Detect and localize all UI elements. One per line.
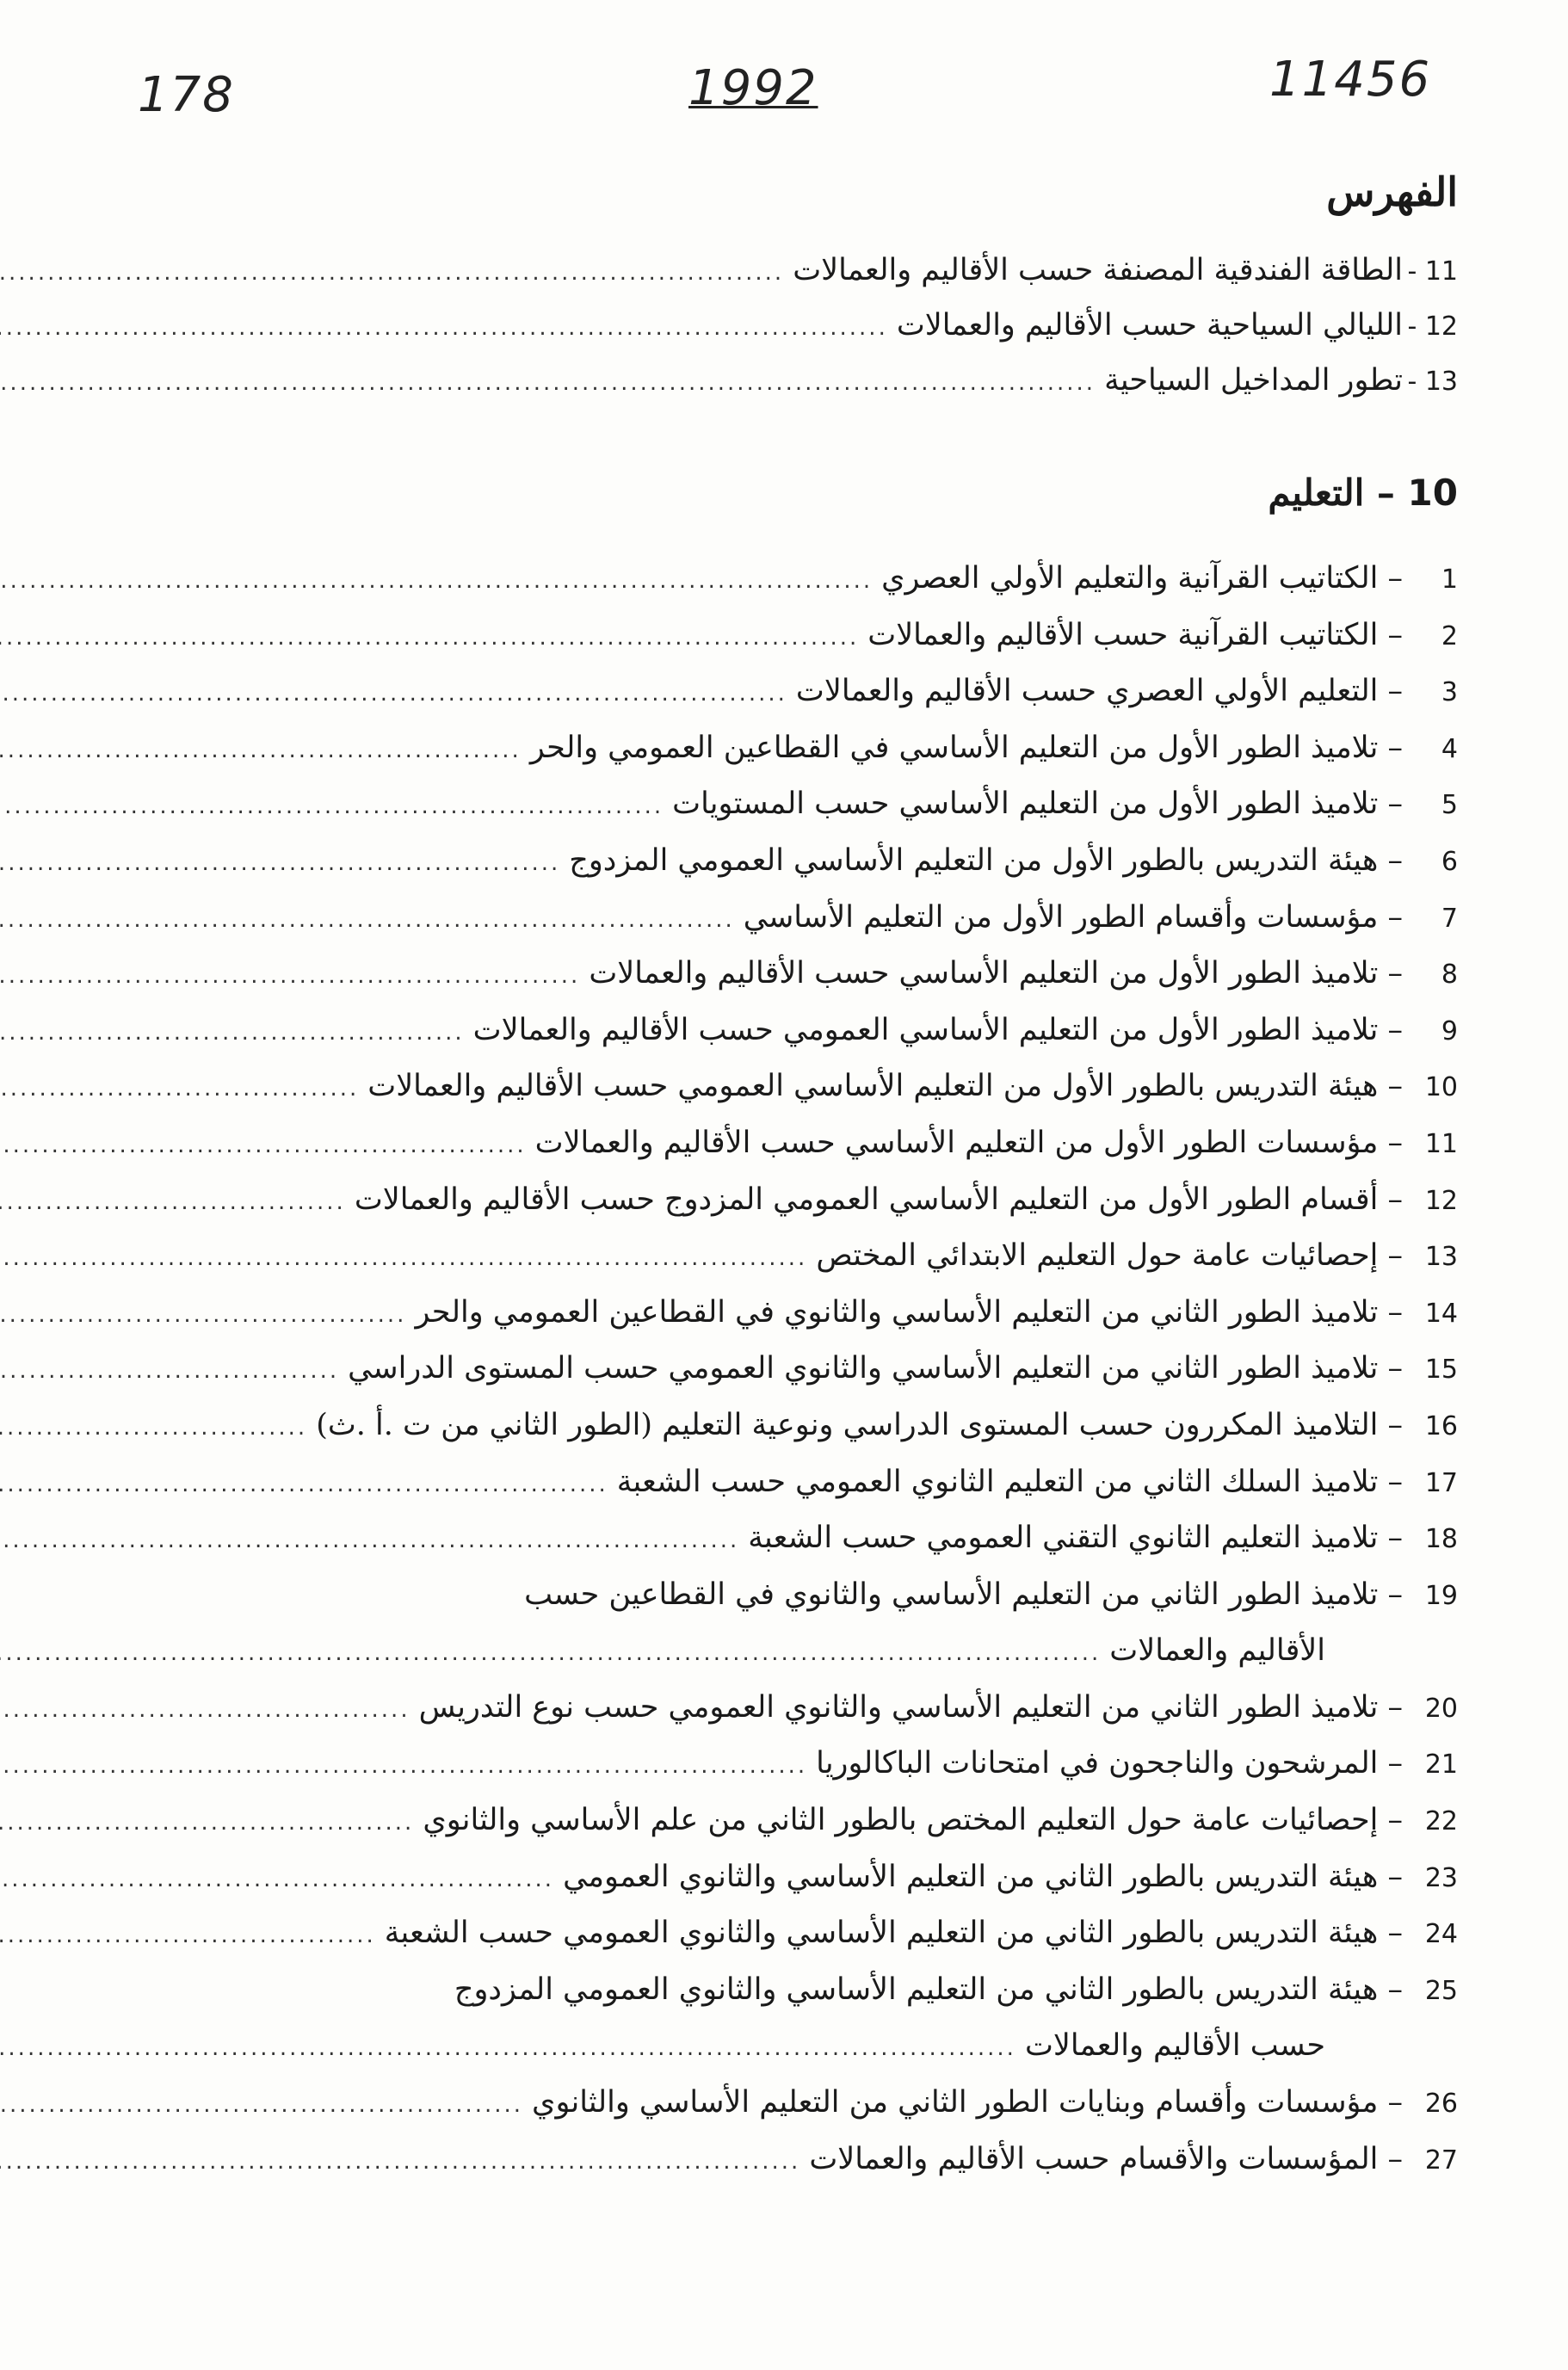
dot-leader bbox=[0, 1908, 376, 1965]
toc-entry-number: 18 bbox=[1424, 1524, 1458, 1555]
dot-leader bbox=[0, 2021, 1016, 2077]
dot-leader bbox=[0, 1175, 346, 1231]
toc-entry-title: – تلاميذ الطور الأول من التعليم الأساسي حسب الأقاليم والعمالات bbox=[589, 956, 1403, 991]
toc-entry-title: – هيئة التدريس بالطور الثاني من التعليم الأساسي والثانوي العمومي bbox=[563, 1859, 1403, 1894]
toc-entry bbox=[145, 1736, 1458, 1793]
toc-entry-number: 17 bbox=[1424, 1467, 1458, 1498]
toc-entry bbox=[145, 2018, 1458, 2075]
toc-entry bbox=[145, 720, 1458, 777]
toc-entry-title: – هيئة التدريس بالطور الثاني من التعليم الأساسي والثانوي العمومي المزدوج bbox=[454, 1972, 1403, 2007]
dot-leader bbox=[0, 1061, 359, 1118]
toc-entry-title: – تلاميذ الطور الأول من التعليم الأساسي العمومي حسب الأقاليم والعمالات bbox=[472, 1012, 1403, 1047]
toc-entry-title: – إحصائيات عامة حول التعليم المختص بالطور الثاني من علم الأساسي والثانوي bbox=[423, 1803, 1403, 1838]
toc-entry bbox=[145, 833, 1458, 890]
toc-entry bbox=[145, 776, 1458, 833]
dot-leader bbox=[0, 892, 735, 949]
toc-entry-title: – تلاميذ التعليم الثانوي التقني العمومي حسب الشعبة bbox=[748, 1521, 1403, 1556]
toc-entry-number: 2 bbox=[1441, 620, 1458, 651]
toc-entry-number: 24 bbox=[1424, 1919, 1458, 1950]
dot-leader bbox=[0, 2077, 523, 2134]
toc-entry-number: 9 bbox=[1441, 1015, 1458, 1046]
toc-entry-title: – مؤسسات الطور الأول من التعليم الأساسي حسب الأقاليم والعمالات bbox=[534, 1125, 1403, 1160]
toc-entry-title: – مؤسسات وأقسام وبنايات الطور الثاني من التعليم الأساسي والثانوي bbox=[532, 2085, 1403, 2120]
toc-entry bbox=[145, 2075, 1458, 2132]
toc-entry-number: 4 bbox=[1441, 733, 1458, 764]
toc-entry-number: 11 - bbox=[1407, 256, 1458, 287]
section-title: – التعليم bbox=[1268, 472, 1395, 514]
toc-entry bbox=[145, 663, 1458, 720]
toc-entry-number: 19 bbox=[1424, 1580, 1458, 1611]
toc-entry-title: حسب الأقاليم والعمالات bbox=[1024, 2028, 1325, 2064]
toc-entry-number: 5 bbox=[1441, 790, 1458, 821]
toc-entry-title: – هيئة التدريس بالطور الثاني من التعليم الأساسي والثانوي العمومي حسب الشعبة bbox=[384, 1916, 1403, 1951]
dot-leader bbox=[0, 1457, 608, 1514]
toc-entry-number: 15 bbox=[1424, 1355, 1458, 1386]
dot-leader bbox=[0, 1005, 465, 1062]
toc-entry bbox=[145, 1398, 1458, 1454]
toc-entry bbox=[145, 1115, 1458, 1172]
dot-leader bbox=[0, 666, 787, 723]
toc-entry-title: تطور المداخيل السياحية bbox=[1104, 363, 1403, 398]
toc-entry-number: 10 bbox=[1424, 1072, 1458, 1103]
toc-entry bbox=[145, 353, 1458, 408]
toc-entry-title: – الكتاتيب القرآنية حسب الأقاليم والعمالات bbox=[867, 617, 1403, 652]
dot-leader bbox=[0, 1118, 527, 1175]
dot-leader bbox=[0, 1682, 411, 1739]
toc-entry-title: – أقسام الطور الأول من التعليم الأساسي العمومي المزدوج حسب الأقاليم والعمالات bbox=[354, 1182, 1403, 1217]
toc-entry-number: 16 bbox=[1424, 1410, 1458, 1441]
handwritten-reference: 11456 bbox=[1269, 52, 1432, 108]
dot-leader bbox=[0, 553, 873, 610]
toc-entry bbox=[145, 1285, 1458, 1342]
dot-leader bbox=[0, 1626, 1101, 1682]
toc-entry bbox=[145, 1962, 1458, 2019]
toc-entry bbox=[145, 1172, 1458, 1229]
dot-leader bbox=[0, 1400, 307, 1457]
toc-entry-number: 22 bbox=[1424, 1806, 1458, 1837]
toc-entry bbox=[145, 1003, 1458, 1059]
handwritten-year: 1992 bbox=[688, 60, 818, 116]
dot-leader bbox=[0, 1738, 807, 1795]
dot-leader bbox=[0, 245, 784, 300]
dot-leader bbox=[0, 836, 560, 892]
toc-entry-number: 25 bbox=[1424, 1975, 1458, 2006]
dot-leader bbox=[0, 300, 888, 355]
toc-entry-number: 8 bbox=[1441, 960, 1458, 991]
toc-entry-title: – تلاميذ الطور الثاني من التعليم الأساسي والثانوي العمومي حسب نوع التدريس bbox=[418, 1689, 1403, 1725]
dot-leader bbox=[0, 779, 664, 836]
toc-entry bbox=[145, 1793, 1458, 1849]
toc-entry-title: الطاقة الفندقية المصنفة حسب الأقاليم والعمالات bbox=[793, 253, 1403, 287]
toc-entry-title: – التلاميذ المكررون حسب المستوى الدراسي ونوعية التعليم (الطور الثاني من ت .أ .ث) bbox=[316, 1407, 1403, 1442]
toc-entry-title: الليالي السياحية حسب الأقاليم والعمالات bbox=[896, 308, 1403, 343]
toc-entry-title: – تلاميذ الطور الثاني من التعليم الأساسي والثانوي في القطاعين العمومي والحر bbox=[415, 1294, 1403, 1330]
dot-leader bbox=[0, 1852, 554, 1909]
section-number: 10 bbox=[1407, 472, 1458, 514]
toc-entry-number: 6 bbox=[1441, 846, 1458, 877]
dot-leader bbox=[0, 610, 859, 667]
section-heading bbox=[1268, 472, 1458, 514]
toc-entry bbox=[145, 2132, 1458, 2188]
toc-entry bbox=[145, 1623, 1458, 1680]
toc-entry bbox=[145, 1510, 1458, 1567]
toc-entry-title: – تلاميذ الطور الثاني من التعليم الأساسي والثانوي في القطاعين حسب bbox=[524, 1577, 1403, 1612]
toc-entry-title: – تلاميذ الطور الأول من التعليم الأساسي في القطاعين العمومي والحر bbox=[529, 730, 1403, 765]
toc-entry-number: 26 bbox=[1424, 2089, 1458, 2120]
dot-leader bbox=[0, 1231, 807, 1287]
toc-entry-number: 3 bbox=[1441, 677, 1458, 708]
dot-leader bbox=[0, 723, 522, 780]
toc-entry bbox=[145, 1680, 1458, 1737]
toc-entry-title: – تلاميذ الطور الثاني من التعليم الأساسي والثانوي العمومي حسب المستوى الدراسي bbox=[348, 1351, 1403, 1386]
dot-leader bbox=[0, 1287, 406, 1344]
toc-entry-title: – المؤسسات والأقسام حسب الأقاليم والعمالات bbox=[809, 2141, 1403, 2176]
toc-list-education bbox=[145, 551, 1458, 2188]
toc-entry bbox=[145, 1058, 1458, 1115]
toc-entry-number: 27 bbox=[1424, 2145, 1458, 2176]
toc-entry bbox=[145, 1341, 1458, 1398]
toc-entry-number: 23 bbox=[1424, 1862, 1458, 1893]
toc-entry-title: – إحصائيات عامة حول التعليم الابتدائي المختص bbox=[816, 1238, 1403, 1274]
dot-leader bbox=[0, 1513, 739, 1570]
dot-leader bbox=[0, 1343, 339, 1400]
toc-entry bbox=[145, 608, 1458, 664]
toc-entry bbox=[145, 1905, 1458, 1962]
toc-entry bbox=[145, 946, 1458, 1003]
toc-entry-title: – تلاميذ السلك الثاني من التعليم الثانوي العمومي حسب الشعبة bbox=[616, 1464, 1403, 1499]
toc-list-tourism bbox=[145, 243, 1458, 408]
toc-entry-number: 11 bbox=[1424, 1128, 1458, 1159]
toc-entry-number: 12 - bbox=[1407, 312, 1458, 342]
toc-entry-title: – هيئة التدريس بالطور الأول من التعليم الأساسي العمومي المزدوج bbox=[569, 842, 1403, 878]
toc-entry-number: 13 - bbox=[1407, 367, 1458, 397]
toc-entry bbox=[145, 1228, 1458, 1285]
toc-entry bbox=[145, 1454, 1458, 1511]
toc-entry bbox=[145, 298, 1458, 353]
dot-leader bbox=[0, 1795, 414, 1852]
toc-entry bbox=[145, 551, 1458, 608]
toc-entry-title: الأقاليم والعمالات bbox=[1109, 1633, 1325, 1669]
toc-entry-number: 12 bbox=[1424, 1185, 1458, 1216]
toc-entry bbox=[145, 1849, 1458, 1906]
toc-entry-number: 13 bbox=[1424, 1242, 1458, 1273]
toc-entry-number: 14 bbox=[1424, 1298, 1458, 1329]
toc-entry-title: – المرشحون والناجحون في امتحانات الباكالوريا bbox=[816, 1746, 1403, 1781]
toc-entry-number: 7 bbox=[1441, 903, 1458, 934]
dot-leader bbox=[0, 2134, 800, 2191]
toc-entry bbox=[145, 1567, 1458, 1624]
toc-entry-number: 21 bbox=[1424, 1750, 1458, 1781]
toc-entry bbox=[145, 243, 1458, 298]
toc-entry-number: 1 bbox=[1441, 565, 1458, 595]
page-title: الفهرس bbox=[1326, 169, 1458, 215]
dot-leader bbox=[0, 948, 580, 1005]
toc-entry bbox=[145, 890, 1458, 947]
toc-entry-title: – تلاميذ الطور الأول من التعليم الأساسي حسب المستويات bbox=[672, 787, 1403, 822]
toc-entry-number: 20 bbox=[1424, 1693, 1458, 1724]
toc-entry-title: – مؤسسات وأقسام الطور الأول من التعليم الأساسي bbox=[743, 899, 1403, 935]
toc-entry-title: – الكتاتيب القرآنية والتعليم الأولي العصري bbox=[881, 561, 1403, 596]
dot-leader bbox=[0, 355, 1096, 410]
handwritten-page-number: 178 bbox=[138, 67, 235, 123]
toc-entry-title: – هيئة التدريس بالطور الأول من التعليم الأساسي العمومي حسب الأقاليم والعمالات bbox=[367, 1069, 1403, 1104]
toc-entry-title: – التعليم الأولي العصري حسب الأقاليم والعمالات bbox=[795, 674, 1403, 709]
